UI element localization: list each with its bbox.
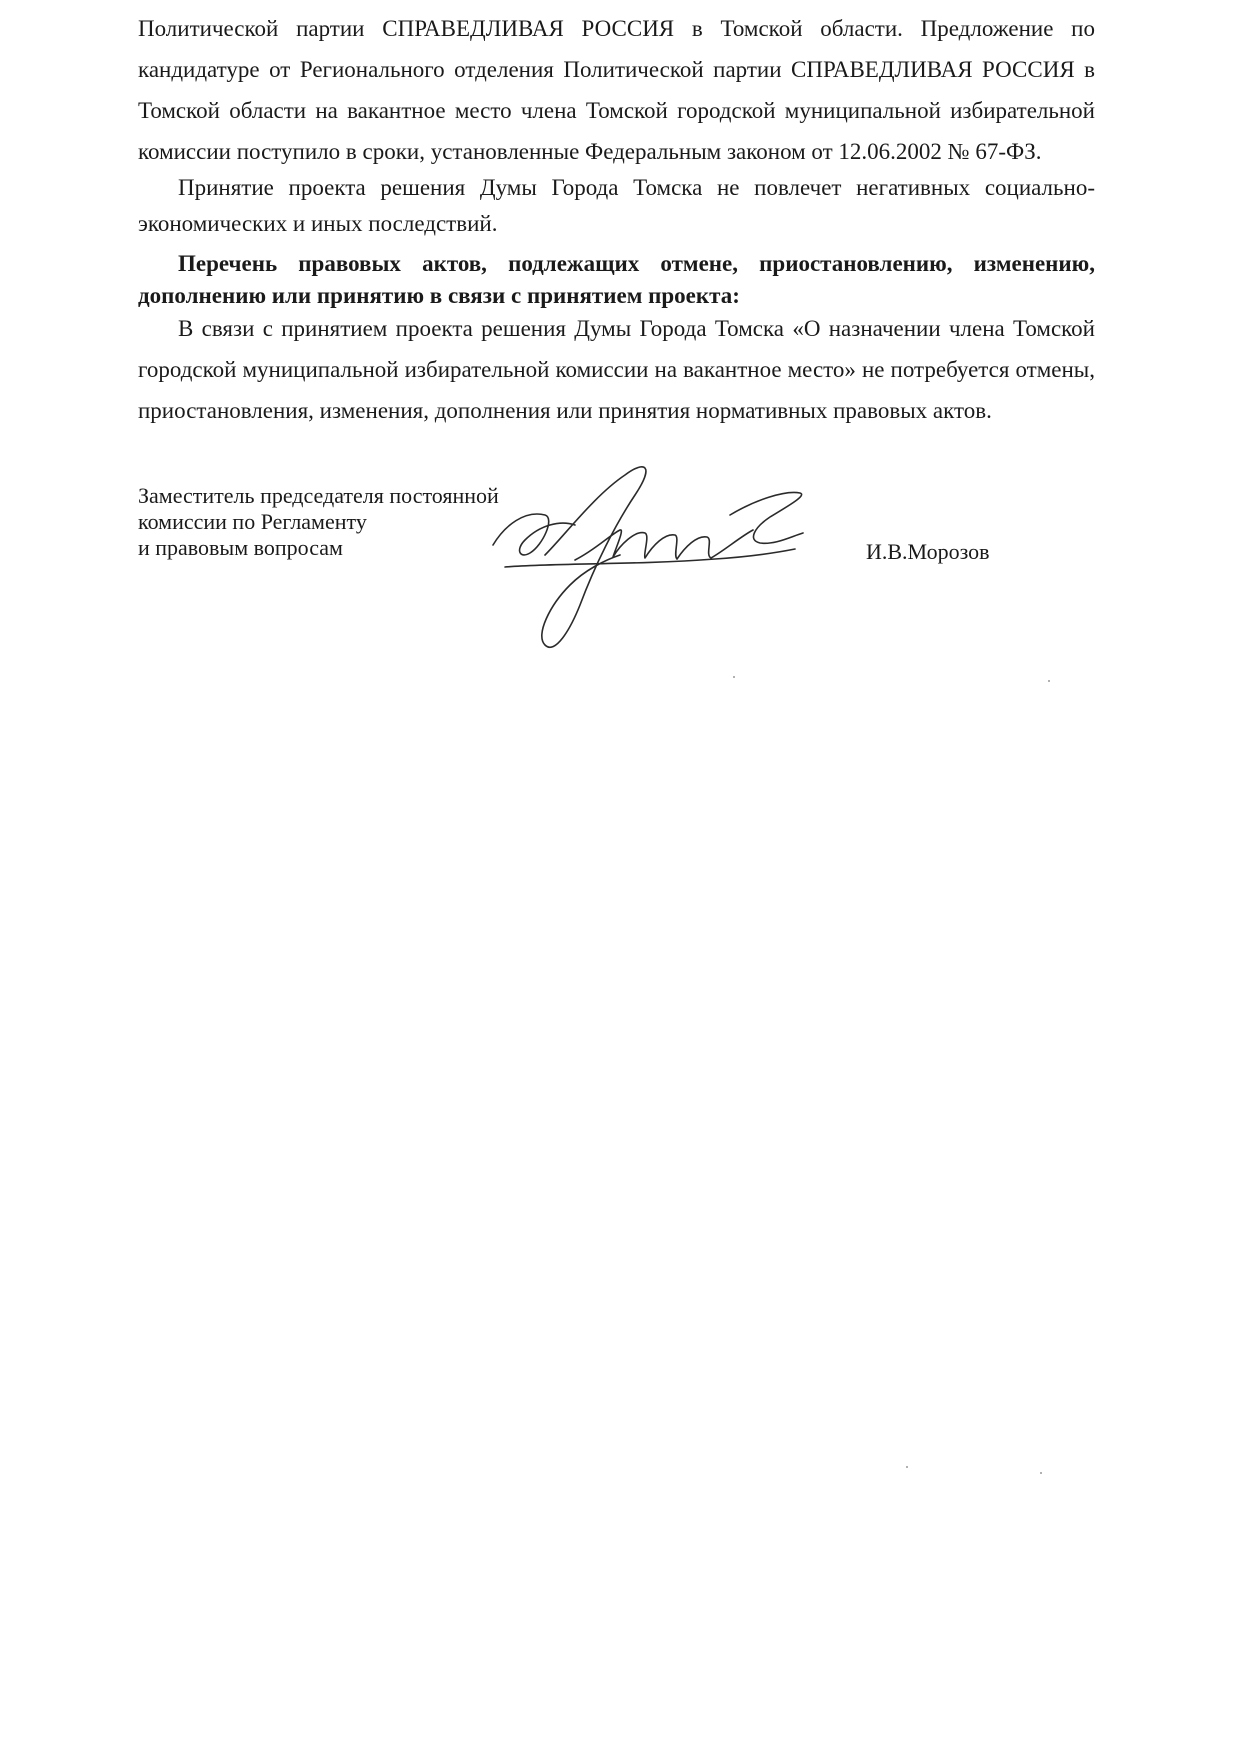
signatory-position-line: Заместитель председателя постоянной xyxy=(138,483,499,508)
paragraph-legal-acts-statement: В связи с принятием проекта решения Думы Города Томска «О назначении члена Томской городской муниципальной избирательной комиссии на вакантное место» не потребуется отмены, приостановления, изменения, дополнения или принятия нормативных правовых актов. xyxy=(138,316,1095,423)
signatory-position xyxy=(138,483,499,561)
paragraph-legal-acts-heading: Перечень правовых актов, подлежащих отмене, приостановлению, изменению, дополнению или принятию в связи с принятием проекта: xyxy=(138,251,1095,308)
scan-speck xyxy=(1040,1472,1042,1474)
scan-speck xyxy=(1048,680,1050,682)
paragraph-consequences: Принятие проекта решения Думы Города Томска не повлечет негативных социально-экономических и иных последствий. xyxy=(138,175,1095,236)
handwritten-signature xyxy=(485,455,815,660)
scan-speck xyxy=(906,1466,908,1468)
scan-speck xyxy=(733,676,735,678)
signatory-position-line: комиссии по Регламенту xyxy=(138,509,367,534)
signatory-position-line: и правовым вопросам xyxy=(138,535,343,560)
paragraph-nomination-info: Политической партии СПРАВЕДЛИВАЯ РОССИЯ в Томской области. Предложение по кандидатуре от Регионального отделения Политической партии СПРАВЕДЛИВАЯ РОССИЯ в Томской области на вакантное место члена Томской городской муниципальной избирательной комиссии поступило в сроки, установленные Федеральным законом от 12.06.2002 № 67-ФЗ. xyxy=(138,16,1095,164)
signatory-name: И.В.Морозов xyxy=(866,539,990,564)
